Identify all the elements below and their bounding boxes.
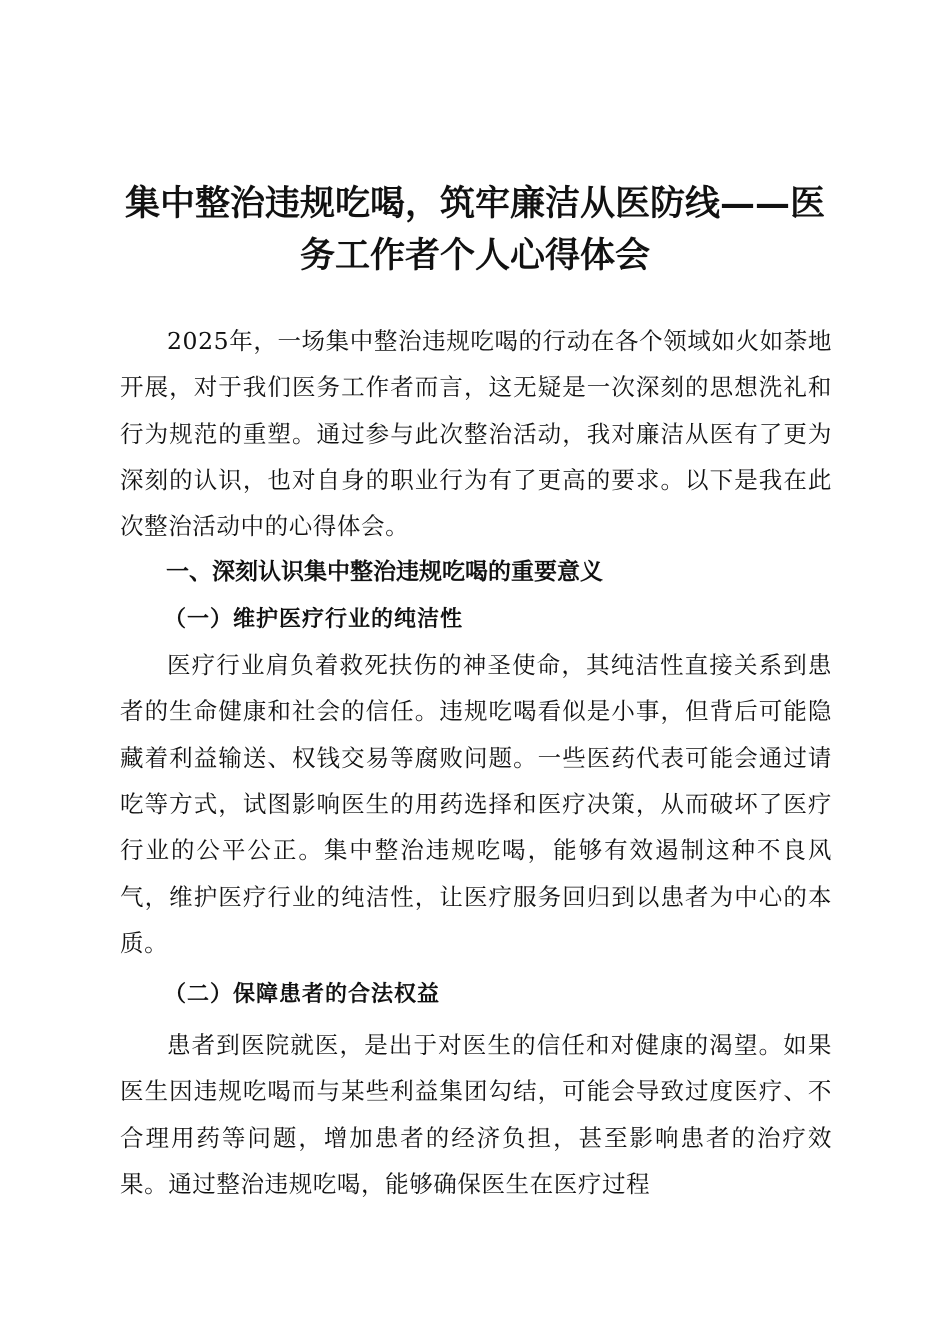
document-title: 集中整治违规吃喝，筑牢廉洁从医防线——医务工作者个人心得体会 [124, 183, 825, 276]
document-body [120, 318, 832, 1207]
intro-paragraph: 2025年，一场集中整治违规吃喝的行动在各个领域如火如荼地开展，对于我们医务工作者而言，这无疑是一次深刻的思想洗礼和行为规范的重塑。通过参与此次整治活动，我对廉洁从医有了更为深刻的认识，也对自身的职业行为有了更高的要求。以下是我在此次整治活动中的心得体会。 [120, 327, 832, 541]
body-paragraph: 患者到医院就医，是出于对医生的信任和对健康的渴望。如果医生因违规吃喝而与某些利益集团勾结，可能会导致过度医疗、不合理用药等问题，增加患者的经济负担，甚至影响患者的治疗效果。通过整治违规吃喝，能够确保医生在医疗过程 [120, 1031, 832, 1199]
subsection-heading: （二）保障患者的合法权益 [164, 981, 441, 1008]
subsection-heading: （一）维护医疗行业的纯洁性 [164, 605, 464, 632]
section-heading: 一、深刻认识集中整治违规吃喝的重要意义 [166, 559, 603, 586]
body-paragraph: 医疗行业肩负着救死扶伤的神圣使命，其纯洁性直接关系到患者的生命健康和社会的信任。违规吃喝看似是小事，但背后可能隐藏着利益输送、权钱交易等腐败问题。一些医药代表可能会通过请吃等方式，试图影响医生的用药选择和医疗决策，从而破坏了医疗行业的公平公正。集中整治违规吃喝，能够有效遏制这种不良风气，维护医疗行业的纯洁性，让医疗服务回归到以患者为中心的本质。 [120, 651, 832, 957]
